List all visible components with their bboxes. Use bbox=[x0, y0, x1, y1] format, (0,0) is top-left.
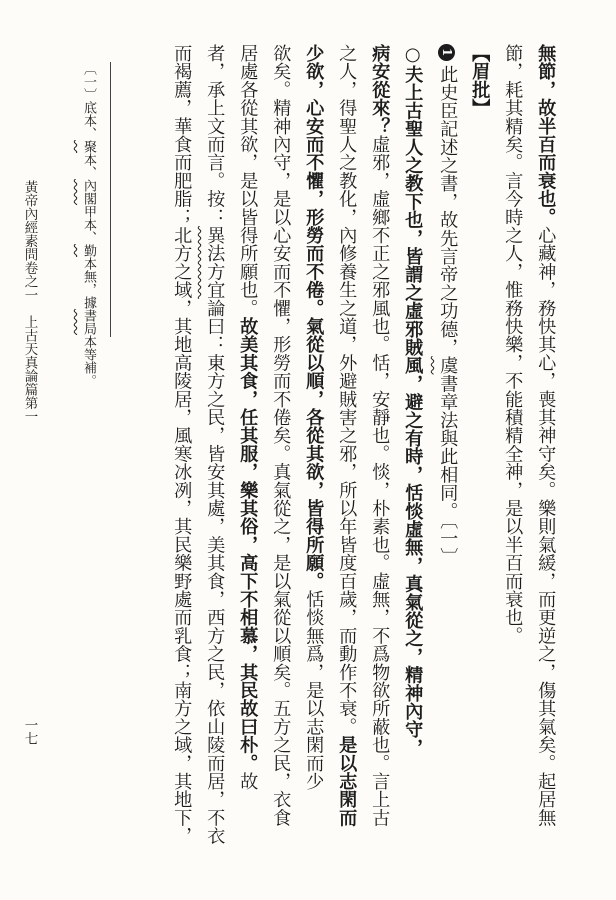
footnote-segment: 聚 bbox=[81, 140, 96, 153]
commentary-segment: 而褐薦，華食而肥脂；北方之域，其地高陵居，風寒冰冽，其民樂野處而乳食；南方之域，其地下， bbox=[171, 44, 193, 845]
commentary-segment: 書章法與此相同。〔一〕 bbox=[437, 374, 459, 566]
commentary-segment: 故 bbox=[237, 772, 259, 791]
main-text-segment: 少欲，心安而不懼，形勞而不倦。氣從以順，各從其欲，皆得所願。 bbox=[303, 44, 325, 590]
footnote-segment: 書局 bbox=[81, 309, 96, 335]
text-column-12 bbox=[171, 44, 193, 845]
footnote-segment: 甲本、 bbox=[81, 205, 96, 244]
running-head: 黃帝內經素問卷之一 上古天真論篇第一 bbox=[21, 180, 38, 423]
footnote-segment: 勤 bbox=[81, 244, 96, 257]
main-text-segment: 病安從來？ bbox=[369, 44, 391, 135]
commentary-segment: 論曰：東方之民，皆安其處，美其食，西方之民，依山陵而居，不衣 bbox=[204, 298, 226, 845]
text-column-9 bbox=[270, 44, 292, 827]
footnote-separator-rule bbox=[110, 62, 111, 337]
text-column-10 bbox=[237, 44, 259, 791]
commentary-segment: 此史臣記述之書，故先言帝之功德， bbox=[437, 65, 459, 357]
commentary-segment: 節，耗其精矣。言今時之人，惟務快樂，不能積精全神，是以半百而衰也。 bbox=[502, 44, 524, 645]
main-text-segment: 是以志閑而 bbox=[336, 735, 358, 827]
footnote-segment: 本、 bbox=[81, 153, 96, 179]
text-column-6 bbox=[369, 44, 391, 827]
footnote-segment: 〔一〕底本、 bbox=[81, 62, 96, 140]
main-text-segment: 故美其食，任其服，樂其俗，高下不相慕，其民故曰朴。 bbox=[237, 317, 259, 772]
text-column-7 bbox=[336, 44, 358, 827]
text-column-8 bbox=[303, 44, 325, 791]
note-number-badge: 1 bbox=[438, 44, 455, 61]
commentary-segment: 之人，得聖人之教化，內修養生之道，外避賊害之邪，所以年皆度百歲，而動作不衰。 bbox=[336, 44, 358, 736]
commentary-segment: 者，承上文而言。按： bbox=[204, 44, 226, 226]
commentary-segment: 異法方宜 bbox=[204, 226, 226, 299]
text-column-11 bbox=[204, 44, 226, 845]
commentary-segment: 恬惔無爲，是以志閑而少 bbox=[303, 590, 325, 791]
main-text-segment: 【眉批】 bbox=[469, 44, 491, 117]
text-column-1 bbox=[535, 44, 557, 827]
commentary-segment: 心藏神，務快其心，喪其神守矣。樂則氣緩，而更逆之，傷其氣矣。起居無 bbox=[535, 226, 557, 827]
main-text-segment: 無節，故半百而衰也。 bbox=[535, 44, 557, 226]
commentary-segment: 虞 bbox=[437, 356, 459, 375]
commentary-segment: 欲矣。精神內守，是以心安而不懼，形勞而不倦矣。真氣從之，是以氣從以順矣。五方之民，衣食 bbox=[270, 44, 292, 827]
footnote-segment: 本等補。 bbox=[81, 335, 96, 387]
main-text-segment: ○夫上古聖人之教下也，皆謂之虛邪賊風，避之有時，恬惔虛無，真氣從之，精神內守， bbox=[402, 44, 424, 757]
text-column-2 bbox=[502, 44, 524, 645]
footnote bbox=[82, 62, 95, 387]
text-column-4 bbox=[437, 44, 459, 566]
footnote-segment: 本無，據 bbox=[81, 257, 96, 309]
footnote-segment: 內閣 bbox=[81, 179, 96, 205]
commentary-segment: 虛邪，虛鄉不正之邪風也。恬，安靜也。惔，朴素也。虛無，不爲物欲所蔽也。言上古 bbox=[369, 135, 391, 827]
text-column-3 bbox=[469, 44, 491, 117]
commentary-segment: 居處各從其欲，是以皆得所願也。 bbox=[237, 44, 259, 317]
text-column-5 bbox=[402, 44, 424, 757]
page-number: 一七 bbox=[21, 718, 38, 745]
